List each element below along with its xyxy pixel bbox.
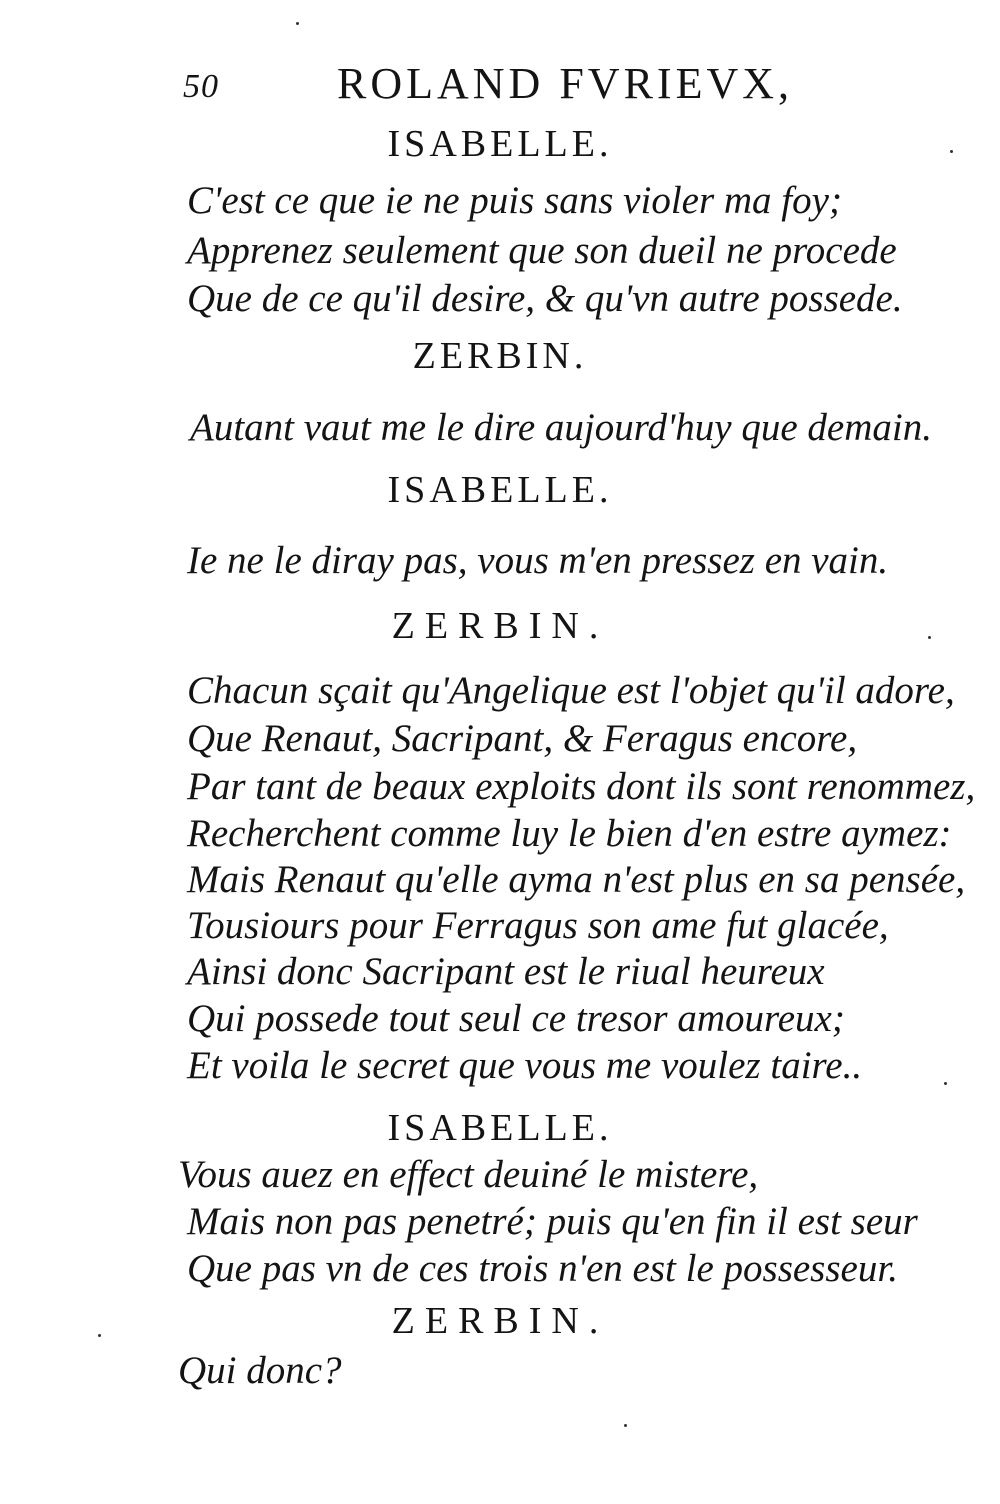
verse-line: Apprenez seulement que son dueil ne procede	[187, 229, 897, 272]
print-speck	[928, 636, 931, 639]
print-speck	[98, 1334, 101, 1337]
verse-line: Tousiours pour Ferragus son ame fut glacée,	[187, 904, 889, 947]
print-speck	[944, 1082, 947, 1085]
speaker-name: ZERBIN.	[412, 335, 588, 377]
verse-line: Ainsi donc Sacripant est le riual heureux	[187, 950, 825, 993]
verse-line: Vous auez en effect deuiné le mistere,	[178, 1153, 759, 1196]
verse-line: Et voila le secret que vous me voulez taire..	[187, 1044, 863, 1087]
verse-line: Qui possede tout seul ce tresor amoureux;	[187, 997, 845, 1040]
verse-line: Mais Renaut qu'elle ayma n'est plus en sa pensée,	[187, 858, 966, 901]
page-number: 50	[183, 68, 219, 105]
verse-line: Par tant de beaux exploits dont ils sont renommez,	[187, 765, 976, 808]
verse-line: Ie ne le diray pas, vous m'en pressez en vain.	[187, 539, 889, 582]
print-speck	[296, 22, 299, 25]
running-title: ROLAND FVRIEVX,	[337, 59, 793, 108]
print-speck	[624, 1424, 627, 1427]
verse-line: C'est ce que ie ne puis sans violer ma foy;	[187, 179, 842, 222]
verse-line: Que Renaut, Sacripant, & Feragus encore,	[187, 717, 858, 760]
speaker-name: ISABELLE.	[387, 123, 613, 165]
speaker-name: ISABELLE.	[387, 1107, 613, 1149]
running-header	[0, 58, 1000, 118]
verse-line: Mais non pas penetré; puis qu'en fin il est seur	[187, 1200, 918, 1243]
speaker-name: ISABELLE.	[387, 469, 613, 511]
verse-line: Chacun sçait qu'Angelique est l'objet qu'il adore,	[187, 669, 955, 712]
verse-line: Autant vaut me le dire aujourd'huy que demain.	[190, 406, 932, 449]
verse-line: Que pas vn de ces trois n'en est le possesseur.	[187, 1247, 898, 1290]
print-speck	[950, 150, 953, 153]
speaker-name: ZERBIN.	[391, 1300, 609, 1342]
speaker-name: ZERBIN.	[391, 605, 609, 647]
verse-line: Que de ce qu'il desire, & qu'vn autre possede.	[187, 277, 903, 320]
verse-line: Qui donc?	[178, 1349, 342, 1392]
verse-line: Recherchent comme luy le bien d'en estre aymez:	[187, 812, 952, 855]
